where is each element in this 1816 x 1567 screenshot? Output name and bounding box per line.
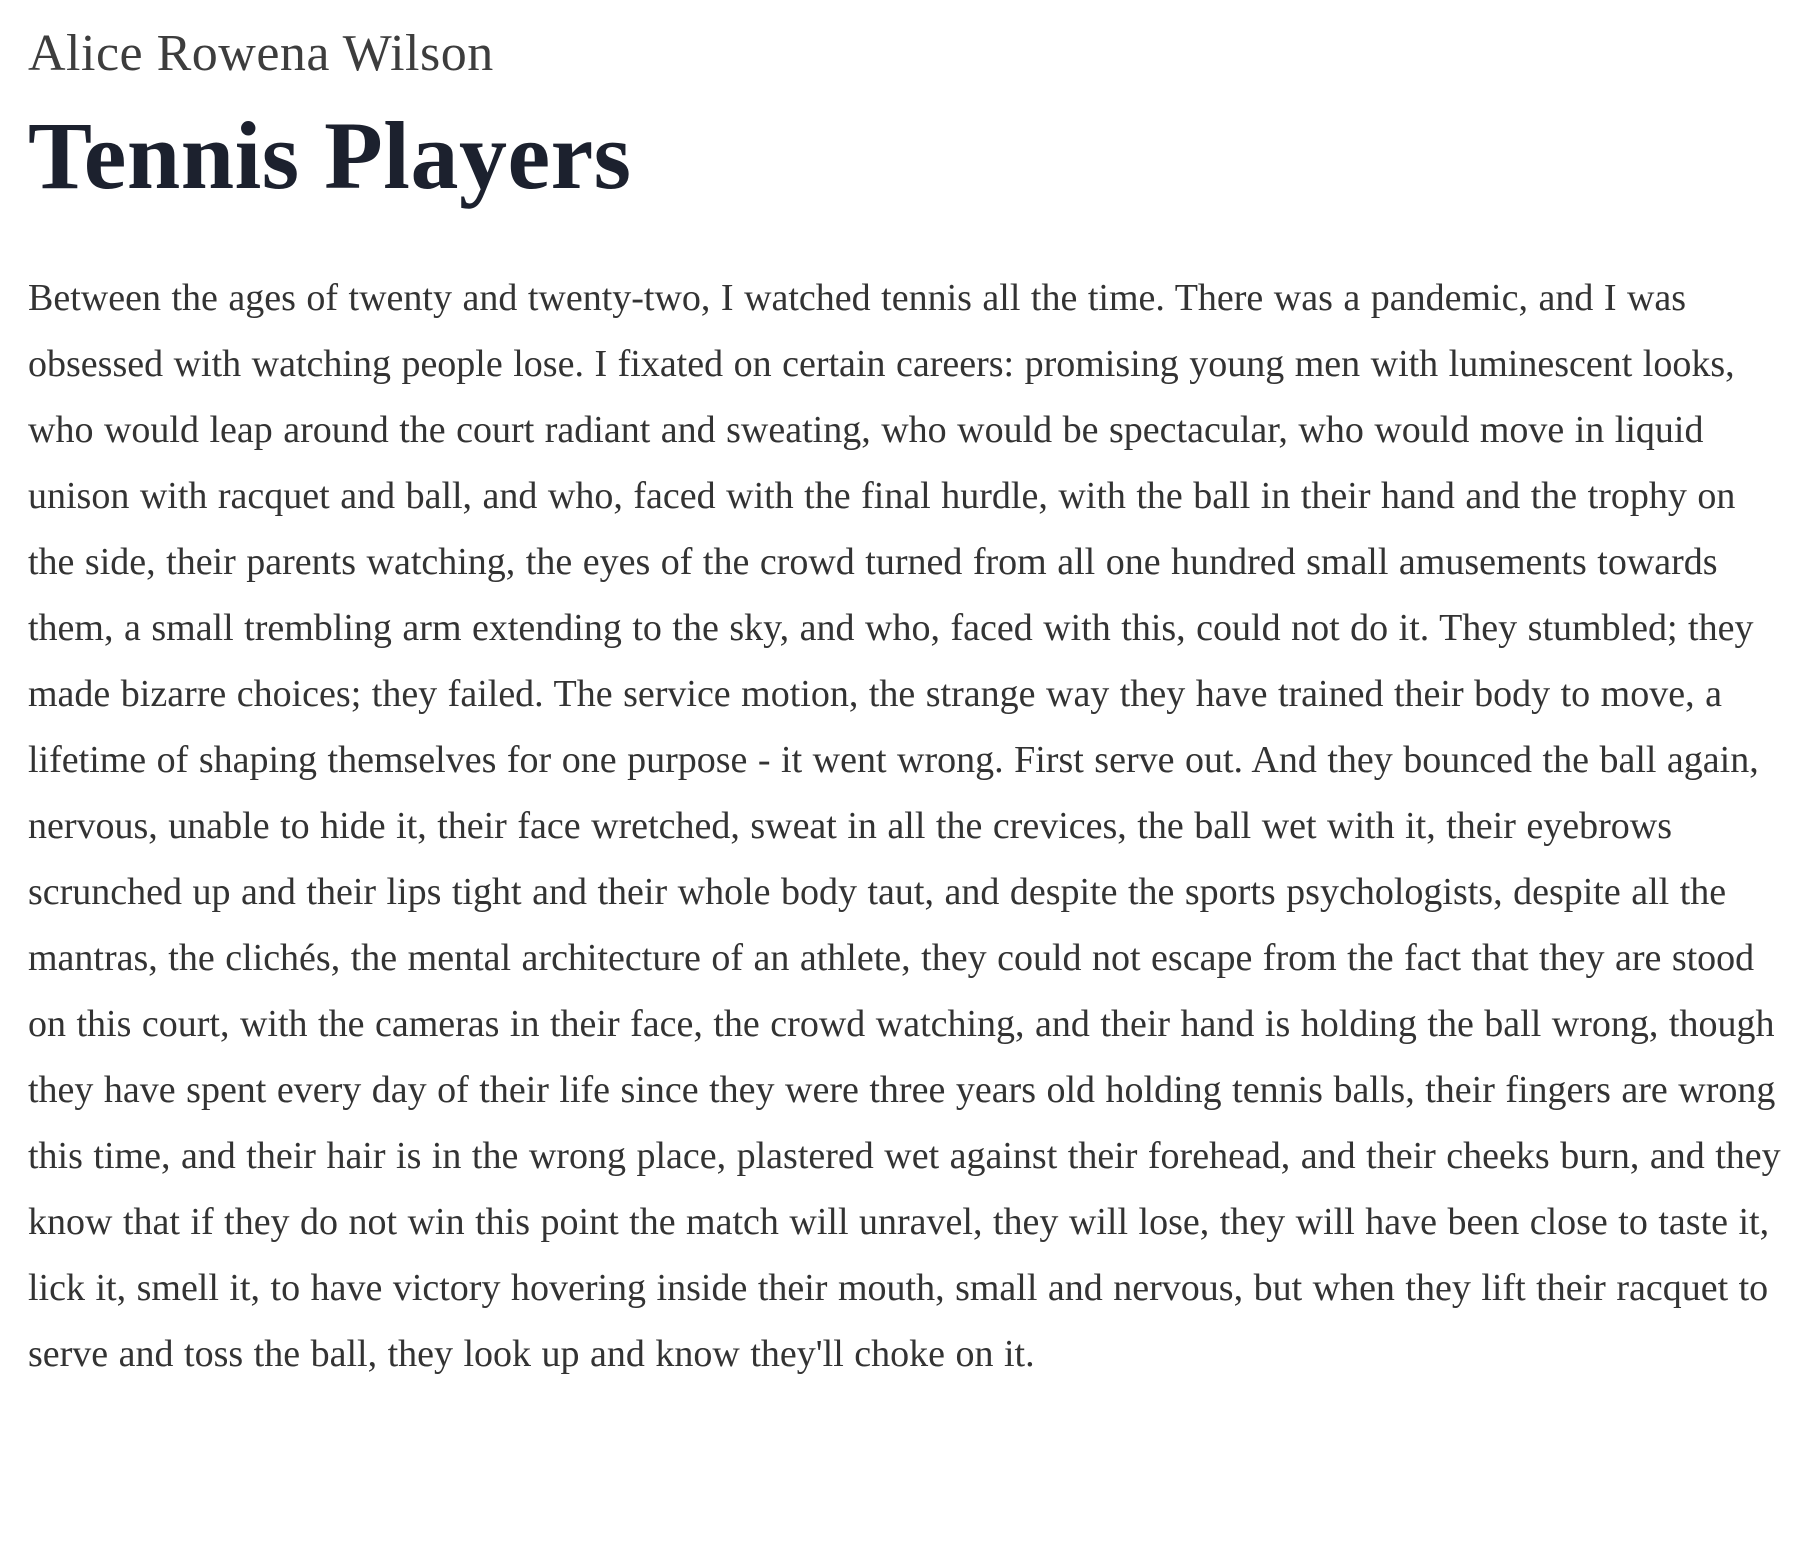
article-body [28,265,1786,1387]
article-header [28,24,1786,207]
article-title: Tennis Players [28,101,632,209]
author-name: Alice Rowena Wilson [28,25,494,82]
article-paragraph: Between the ages of twenty and twenty-two, I watched tennis all the time. There was a pandemic, and I was obsessed with watching people lose. I fixated on certain careers: promising young men with luminescent looks, who would leap around the court radiant and sweating, who would be spectacular, who would move in liquid unison with racquet and ball, and who, faced with the final hurdle, with the ball in their hand and the trophy on the side, their parents watching, the eyes of the crowd turned from all one hundred small amusements towards them, a small trembling arm extending to the sky, and who, faced with this, could not do it. They stumbled; they made bizarre choices; they failed. The service motion, the strange way they have trained their body to move, a lifetime of shaping themselves for one purpose - it went wrong. First serve out. And they bounced the ball again, nervous, unable to hide it, their face wretched, sweat in all the crevices, the ball wet with it, their eyebrows scrunched up and their lips tight and their whole body taut, and despite the sports psychologists, despite all the mantras, the clichés, the mental architecture of an athlete, they could not escape from the fact that they are stood on this court, with the cameras in their face, the crowd watching, and their hand is holding the ball wrong, though they have spent every day of their life since they were three years old holding tennis balls, their fingers are wrong this time, and their hair is in the wrong place, plastered wet against their forehead, and their cheeks burn, and they know that if they do not win this point the match will unravel, they will lose, they will have been close to taste it, lick it, smell it, to have victory hovering inside their mouth, small and nervous, but when they lift their racquet to serve and toss the ball, they look up and know they'll choke on it. [28,276,1781,1375]
